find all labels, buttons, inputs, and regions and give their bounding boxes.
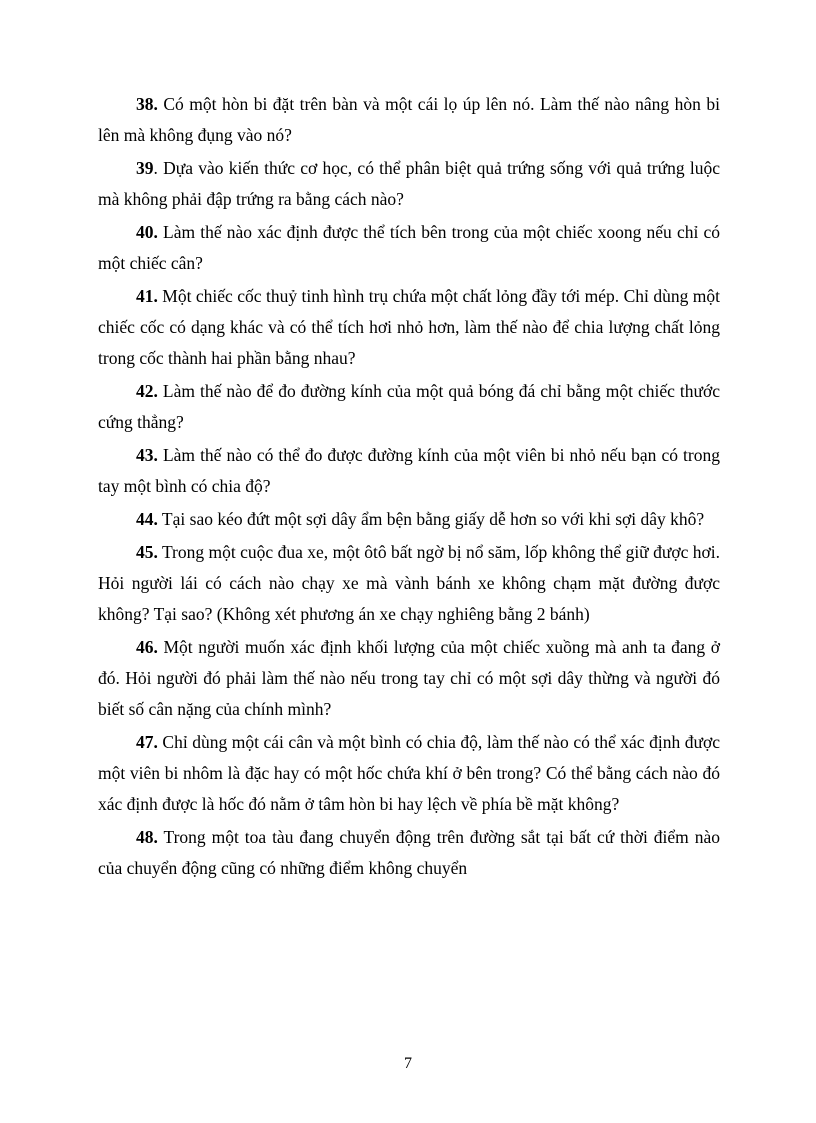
question-number: 42.: [136, 381, 158, 401]
question-text: Một chiếc cốc thuỷ tinh hình trụ chứa một chất lỏng đầy tới mép. Chỉ dùng một chiếc cốc có dạng khác và có thể tích hơi nhỏ hơn, làm thế nào để chia lượng chất lỏng trong cốc thành hai phần bằng nhau?: [98, 286, 720, 368]
question-41: [98, 281, 720, 374]
question-43: [98, 440, 720, 502]
question-text: Trong một cuộc đua xe, một ôtô bất ngờ bị nổ săm, lốp không thể giữ được hơi. Hỏi người lái có cách nào chạy xe mà vành bánh xe không chạm mặt đường được không? Tại sao? (Không xét phương án xe chạy nghiêng bằng 2 bánh): [98, 542, 720, 624]
question-46: [98, 632, 720, 725]
question-number: 45.: [136, 542, 158, 562]
question-number: 47.: [136, 732, 158, 752]
question-number: 38.: [136, 94, 158, 114]
question-text: Chỉ dùng một cái cân và một bình có chia độ, làm thế nào có thể xác định được một viên bi nhôm là đặc hay có một hốc chứa khí ở bên trong? Có thể bằng cách nào đó xác định được là hốc đó nằm ở tâm hòn bi hay lệch về phía bề mặt không?: [98, 732, 720, 814]
question-42: [98, 376, 720, 438]
question-text: Làm thế nào có thể đo được đường kính của một viên bi nhỏ nếu bạn có trong tay một bình có chia độ?: [98, 445, 720, 496]
question-text: Tại sao kéo đứt một sợi dây ẩm bện bằng giấy dễ hơn so với khi sợi dây khô?: [157, 509, 705, 529]
question-44: [98, 504, 720, 535]
question-number: 41.: [136, 286, 158, 306]
question-text: . Dựa vào kiến thức cơ học, có thể phân biệt quả trứng sống với quả trứng luộc mà không phải đập trứng ra bằng cách nào?: [98, 158, 720, 209]
question-text: Làm thế nào để đo đường kính của một quả bóng đá chỉ bằng một chiếc thước cứng thẳng?: [98, 381, 720, 432]
question-48: [98, 822, 720, 884]
question-number: 43.: [136, 445, 158, 465]
question-number: 46.: [136, 637, 158, 657]
question-number: 39: [136, 158, 154, 178]
question-number: 48.: [136, 827, 158, 847]
question-list: [98, 89, 720, 886]
question-number: 40.: [136, 222, 158, 242]
question-45: [98, 537, 720, 630]
question-39: [98, 153, 720, 215]
question-number: 44.: [136, 509, 158, 529]
question-47: [98, 727, 720, 820]
question-38: [98, 89, 720, 151]
page-number: 7: [404, 1055, 412, 1072]
question-text: Trong một toa tàu đang chuyển động trên đường sắt tại bất cứ thời điểm nào của chuyển động cũng có những điểm không chuyển: [98, 827, 720, 878]
question-text: Có một hòn bi đặt trên bàn và một cái lọ úp lên nó. Làm thế nào nâng hòn bi lên mà không đụng vào nó?: [98, 94, 720, 145]
question-text: Một người muốn xác định khối lượng của một chiếc xuồng mà anh ta đang ở đó. Hỏi người đó phải làm thế nào nếu trong tay chỉ có một sợi dây thừng và người đó biết số cân nặng của chính mình?: [98, 637, 720, 719]
question-text: Làm thế nào xác định được thể tích bên trong của một chiếc xoong nếu chỉ có một chiếc cân?: [98, 222, 720, 273]
question-40: [98, 217, 720, 279]
